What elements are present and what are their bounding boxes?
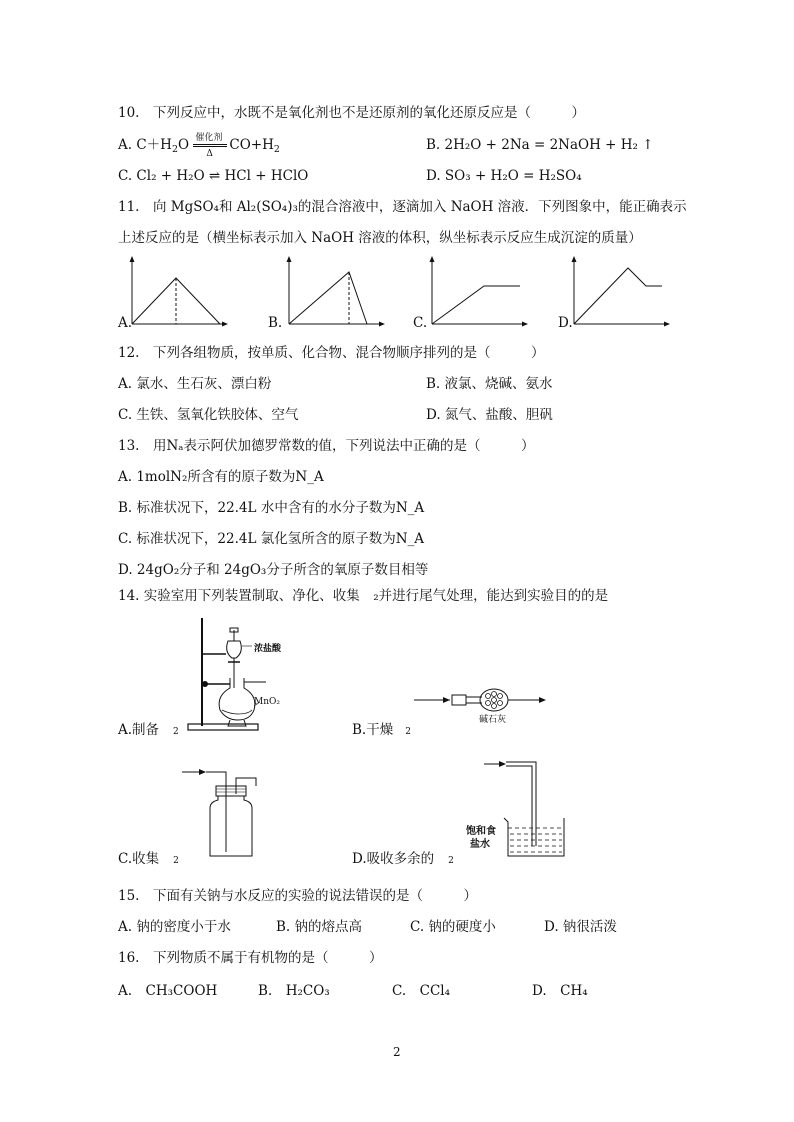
q15-option-d: D. 钠很活泼: [544, 919, 617, 935]
q14-apparatus-c: [180, 764, 270, 860]
q12-option-b: B. 液氯、烧碱、氨水: [426, 376, 553, 392]
q14-label-conc-hcl: 浓盐酸: [254, 644, 282, 654]
q11-graph-a: [128, 256, 228, 328]
q12-option-c: C. 生铁、氢氧化铁胶体、空气: [118, 407, 299, 423]
q16-option-c: C. CCl₄: [392, 983, 451, 999]
q11-graph-d-label: D.: [558, 315, 573, 331]
q11-stem-line1: 11. 向 MgSO₄和 Al₂(SO₄)₃的混合溶液中，逐滴加入 NaOH 溶液．下列图象中，能正确表示: [118, 199, 687, 215]
q13-option-c: C. 标准状况下，22.4L 氯化氢所含的原子数为N_A: [118, 531, 425, 547]
q14-option-d-text: D.吸收多余的: [352, 851, 435, 867]
q14-option-a-text: A.制备: [118, 722, 160, 738]
q13-option-b: B. 标准状况下，22.4L 水中含有的水分子数为N_A: [118, 500, 425, 516]
q11-graph-b: [285, 256, 385, 328]
q10-option-d: D. SO₃ + H₂O = H₂SO₄: [426, 168, 582, 184]
q10-option-a-products: CO+H: [229, 137, 274, 153]
q11-graph-a-label: A.: [118, 315, 133, 331]
q15-option-c: C. 钠的硬度小: [410, 919, 496, 935]
q14-label-brine-2: 盐水: [470, 839, 490, 850]
q16-stem: 16. 下列物质不属于有机物的是（ ）: [118, 950, 383, 966]
q15-stem: 15. 下面有关钠与水反应的实验的说法错误的是（ ）: [118, 888, 477, 904]
q12-option-d: D. 氮气、盐酸、胆矾: [426, 407, 553, 423]
q14-option-a: [118, 721, 179, 741]
q14-label-mno2: MnO₂: [254, 697, 280, 707]
q11-graph-b-label: B.: [268, 315, 283, 331]
q10-option-a: A. $C+H_2O$ 催化剂 Δ $CO+H_2$: [118, 136, 280, 155]
q14-option-b: [352, 721, 411, 741]
page-number: 2: [393, 1045, 401, 1059]
q12-stem: 12. 下列各组物质，按单质、化合物、混合物顺序排列的是（ ）: [118, 345, 545, 361]
q10-heat-label: Δ: [206, 148, 213, 159]
q16-option-a: A. CH₃COOH: [118, 983, 218, 999]
q10-option-a-water: O: [177, 137, 190, 153]
q14-option-d-sub: 2: [448, 856, 454, 866]
q10-catalyst-label: 催化剂: [195, 132, 223, 143]
q11-stem-line2: 上述反应的是（横坐标表示加入 NaOH 溶液的体积，纵坐标表示反应生成沉淀的质量）: [118, 230, 642, 246]
q10-option-b: B. 2H₂O + 2Na = 2NaOH + H₂ ↑: [426, 137, 654, 153]
q14-option-a-sub: 2: [173, 727, 179, 737]
q14-option-c-sub: 2: [173, 856, 179, 866]
q14-label-brine-1: 饱和食: [466, 826, 496, 837]
q14-option-c-text: C.收集: [118, 851, 160, 867]
q14-option-b-sub: 2: [405, 727, 411, 737]
q13-option-d: D. 24gO₂分子和 24gO₃分子所含的氧原子数目相等: [118, 562, 429, 578]
q14-label-soda-lime: 碱石灰: [479, 715, 507, 725]
q10-option-c: C. Cl₂ + H₂O ⇌ HCl + HClO: [118, 168, 309, 184]
q14-stem: 14. 实验室用下列装置制取、净化、收集 ₂并进行尾气处理，能达到实验目的的是: [118, 588, 609, 604]
q10-option-a-prefix: A. C＋H: [118, 137, 172, 153]
q16-option-d: D. CH₄: [532, 983, 588, 999]
q13-stem: 13. 用Nₐ表示阿伏加德罗常数的值，下列说法中正确的是（ ）: [118, 438, 535, 454]
q14-option-b-text: B.干燥: [352, 722, 394, 738]
q10-reaction-condition: [193, 132, 229, 159]
q13-option-a: A. 1molN₂所含有的原子数为N_A: [118, 469, 324, 485]
q14-apparatus-a: [180, 616, 290, 736]
q11-graph-c-label: C.: [413, 315, 428, 331]
q11-graph-d: [570, 256, 670, 328]
q15-option-a: A. 钠的密度小于水: [118, 919, 231, 935]
q15-option-b: B. 钠的熔点高: [276, 919, 363, 935]
q14-apparatus-d: [480, 758, 580, 862]
q14-option-d: [352, 850, 454, 870]
q12-option-a: A. 氯水、生石灰、漂白粉: [118, 376, 272, 392]
q14-option-c: [118, 850, 179, 870]
q16-option-b: B. H₂CO₃: [258, 983, 330, 999]
q10-stem: 10. 下列反应中，水既不是氧化剂也不是还原剂的氧化还原反应是（ ）: [118, 105, 585, 121]
q11-graph-c: [428, 256, 528, 328]
